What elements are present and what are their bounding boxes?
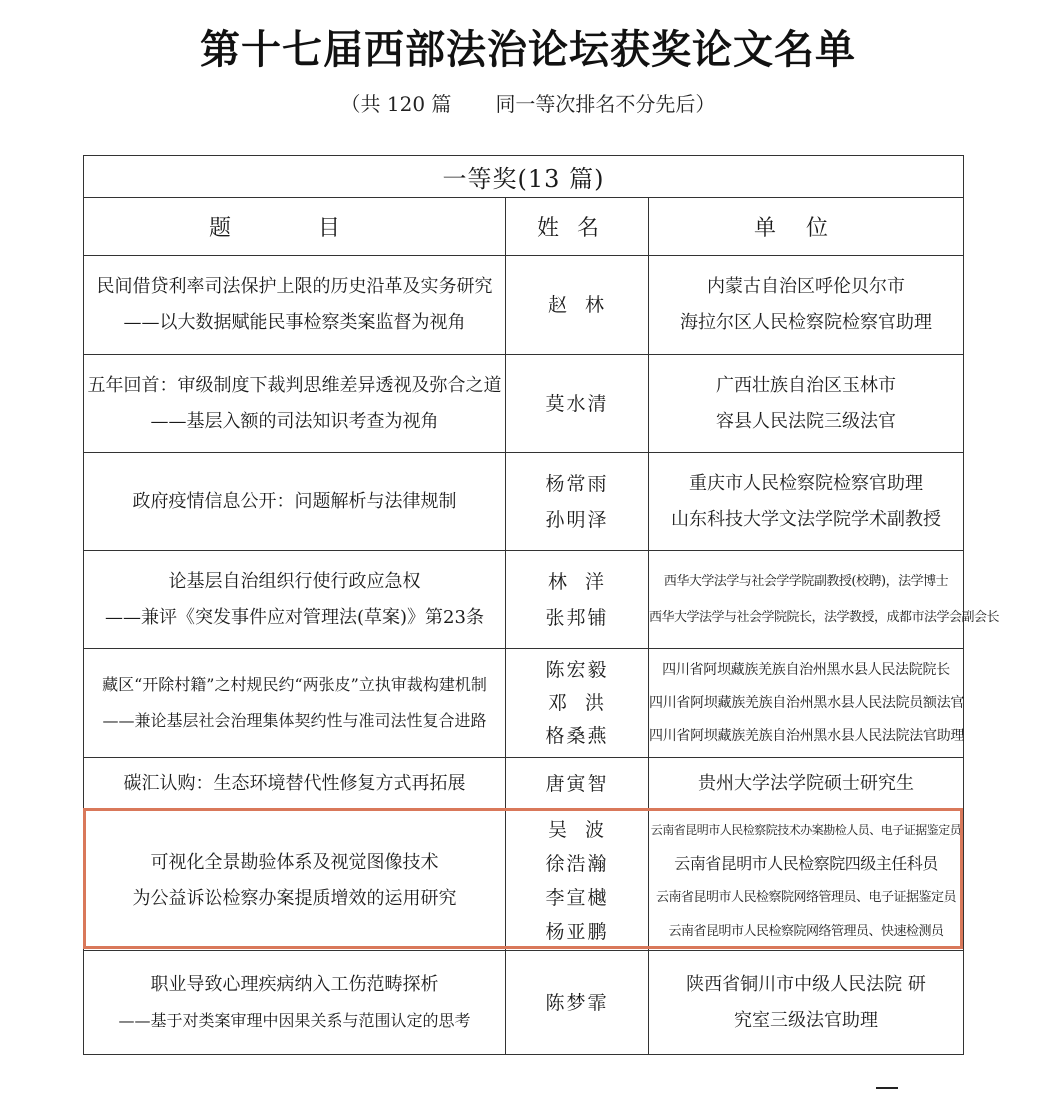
unit-line: 四川省阿坝藏族羌族自治州黑水县人民法院院长	[662, 661, 950, 678]
unit-cell	[649, 951, 964, 1055]
names-cell	[506, 551, 649, 649]
table-row	[84, 649, 964, 758]
topic-line: 可视化全景勘验体系及视觉图像技术	[150, 851, 439, 873]
award-band-title: 一等奖(13 篇)	[84, 156, 964, 198]
unit-cell	[649, 453, 964, 551]
subtitle-count: （共 120 篇	[340, 92, 452, 116]
names-cell	[506, 649, 649, 758]
subtitle-note: 同一等次排名不分先后）	[495, 92, 716, 116]
topic-line: 民间借贷利率司法保护上限的历史沿革及实务研究	[96, 276, 493, 297]
author-name: 杨常雨	[545, 472, 609, 495]
unit-line: 容县人民法院三级法官	[716, 410, 896, 432]
author-name: 张邦铺	[545, 606, 609, 629]
table-row	[84, 551, 964, 649]
topic-line: 碳汇认购：生态环境替代性修复方式再拓展	[123, 773, 466, 794]
names-cell	[506, 355, 649, 453]
document-subtitle	[0, 88, 1056, 117]
unit-cell	[649, 551, 1000, 649]
topic-line: ——基于对类案审理中因果关系与范围认定的思考	[118, 1010, 471, 1030]
topic-line: 政府疫情信息公开：问题解析与法律规制	[132, 490, 457, 512]
topic-line: 藏区“开除村籍”之村规民约“两张皮”立执审裁构建机制	[102, 675, 487, 694]
table-row	[84, 355, 964, 453]
topic-line: 职业导致心理疾病纳入工伤范畴探析	[150, 973, 439, 995]
unit-line: 贵州大学法学院硕士研究生	[698, 773, 914, 794]
unit-line: 究室三级法官助理	[734, 1009, 878, 1031]
unit-cell	[649, 256, 964, 355]
topic-cell	[84, 811, 506, 951]
author-name: 唐寅智	[545, 773, 609, 795]
unit-line: 山东科技大学文法学院学术副教授	[671, 508, 941, 530]
award-table	[83, 155, 1000, 1055]
author-name: 赵 林	[547, 294, 607, 316]
unit-line: 西华大学法学与社会学院院长，法学教授，成都市法学会副会长	[649, 609, 1000, 625]
topic-cell	[84, 256, 506, 355]
header-unit: 单位	[649, 198, 964, 256]
unit-line: 四川省阿坝藏族羌族自治州黑水县人民法院员额法官	[649, 694, 965, 711]
unit-cell	[649, 758, 964, 811]
unit-line: 四川省阿坝藏族羌族自治州黑水县人民法院法官助理	[649, 727, 965, 744]
unit-line: 海拉尔区人民检察院检察官助理	[680, 312, 932, 333]
topic-line: ——基层入额的司法知识考查为视角	[150, 410, 439, 432]
header-names: 姓名	[506, 198, 649, 256]
author-name: 孙明泽	[545, 508, 609, 531]
author-name: 邓 洪	[547, 691, 607, 714]
table-row	[84, 758, 964, 811]
author-name: 杨亚鹏	[545, 920, 609, 943]
unit-line: 内蒙古自治区呼伦贝尔市	[707, 276, 905, 297]
table-row	[84, 951, 964, 1055]
author-name: 吴 波	[547, 818, 607, 841]
document-title: 第十七届西部法治论坛获奖论文名单	[200, 26, 856, 73]
topic-line: 论基层自治组织行使行政应急权	[168, 570, 421, 592]
topic-line: 为公益诉讼检察办案提质增效的运用研究	[132, 887, 457, 909]
author-name: 莫水清	[545, 392, 609, 415]
names-cell	[506, 758, 649, 811]
unit-line: 云南省昆明市人民检察院网络管理员、快速检测员	[668, 923, 944, 939]
topic-cell	[84, 453, 506, 551]
unit-line: 广西壮族自治区玉林市	[716, 374, 896, 396]
unit-line: 重庆市人民检察院检察官助理	[689, 472, 923, 494]
topic-line: ——兼评《突发事件应对管理法(草案)》第23条	[105, 606, 484, 628]
unit-line: 云南省昆明市人民检察院网络管理员、电子证据鉴定员	[656, 889, 957, 905]
unit-line: 云南省昆明市人民检察院四级主任科员	[674, 853, 938, 873]
table-row	[84, 453, 964, 551]
topic-cell	[84, 355, 506, 453]
names-cell	[506, 951, 649, 1055]
topic-cell	[84, 758, 506, 811]
unit-cell	[649, 649, 964, 758]
topic-line: ——以大数据赋能民事检察类案监督为视角	[123, 312, 466, 333]
topic-line: ——兼论基层社会治理集体契约性与准司法性复合进路	[102, 711, 487, 730]
names-cell	[506, 453, 649, 551]
page-mark-dash	[876, 1087, 898, 1089]
unit-line: 陕西省铜川市中级人民法院 研	[686, 973, 926, 995]
table-row	[84, 256, 964, 355]
topic-cell	[84, 649, 506, 758]
unit-line: 云南省昆明市人民检察院技术办案勘检人员、电子证据鉴定员	[650, 822, 962, 837]
author-name: 徐浩瀚	[545, 852, 609, 875]
table-row-highlighted	[84, 811, 964, 951]
unit-cell	[649, 811, 964, 951]
author-name: 格桑燕	[545, 724, 609, 747]
author-name: 李宣樾	[545, 886, 609, 909]
names-cell	[506, 256, 649, 355]
names-cell	[506, 811, 649, 951]
unit-line: 西华大学法学与社会学学院副教授(校聘)，法学博士	[663, 573, 949, 589]
topic-cell	[84, 951, 506, 1055]
header-topic: 题 目	[84, 198, 506, 256]
author-name: 陈宏毅	[545, 658, 609, 681]
topic-line: 五年回首：审级制度下裁判思维差异透视及弥合之道	[87, 374, 502, 396]
author-name: 陈梦霏	[545, 991, 609, 1014]
author-name: 林 洋	[547, 570, 607, 593]
unit-cell	[649, 355, 964, 453]
topic-cell	[84, 551, 506, 649]
